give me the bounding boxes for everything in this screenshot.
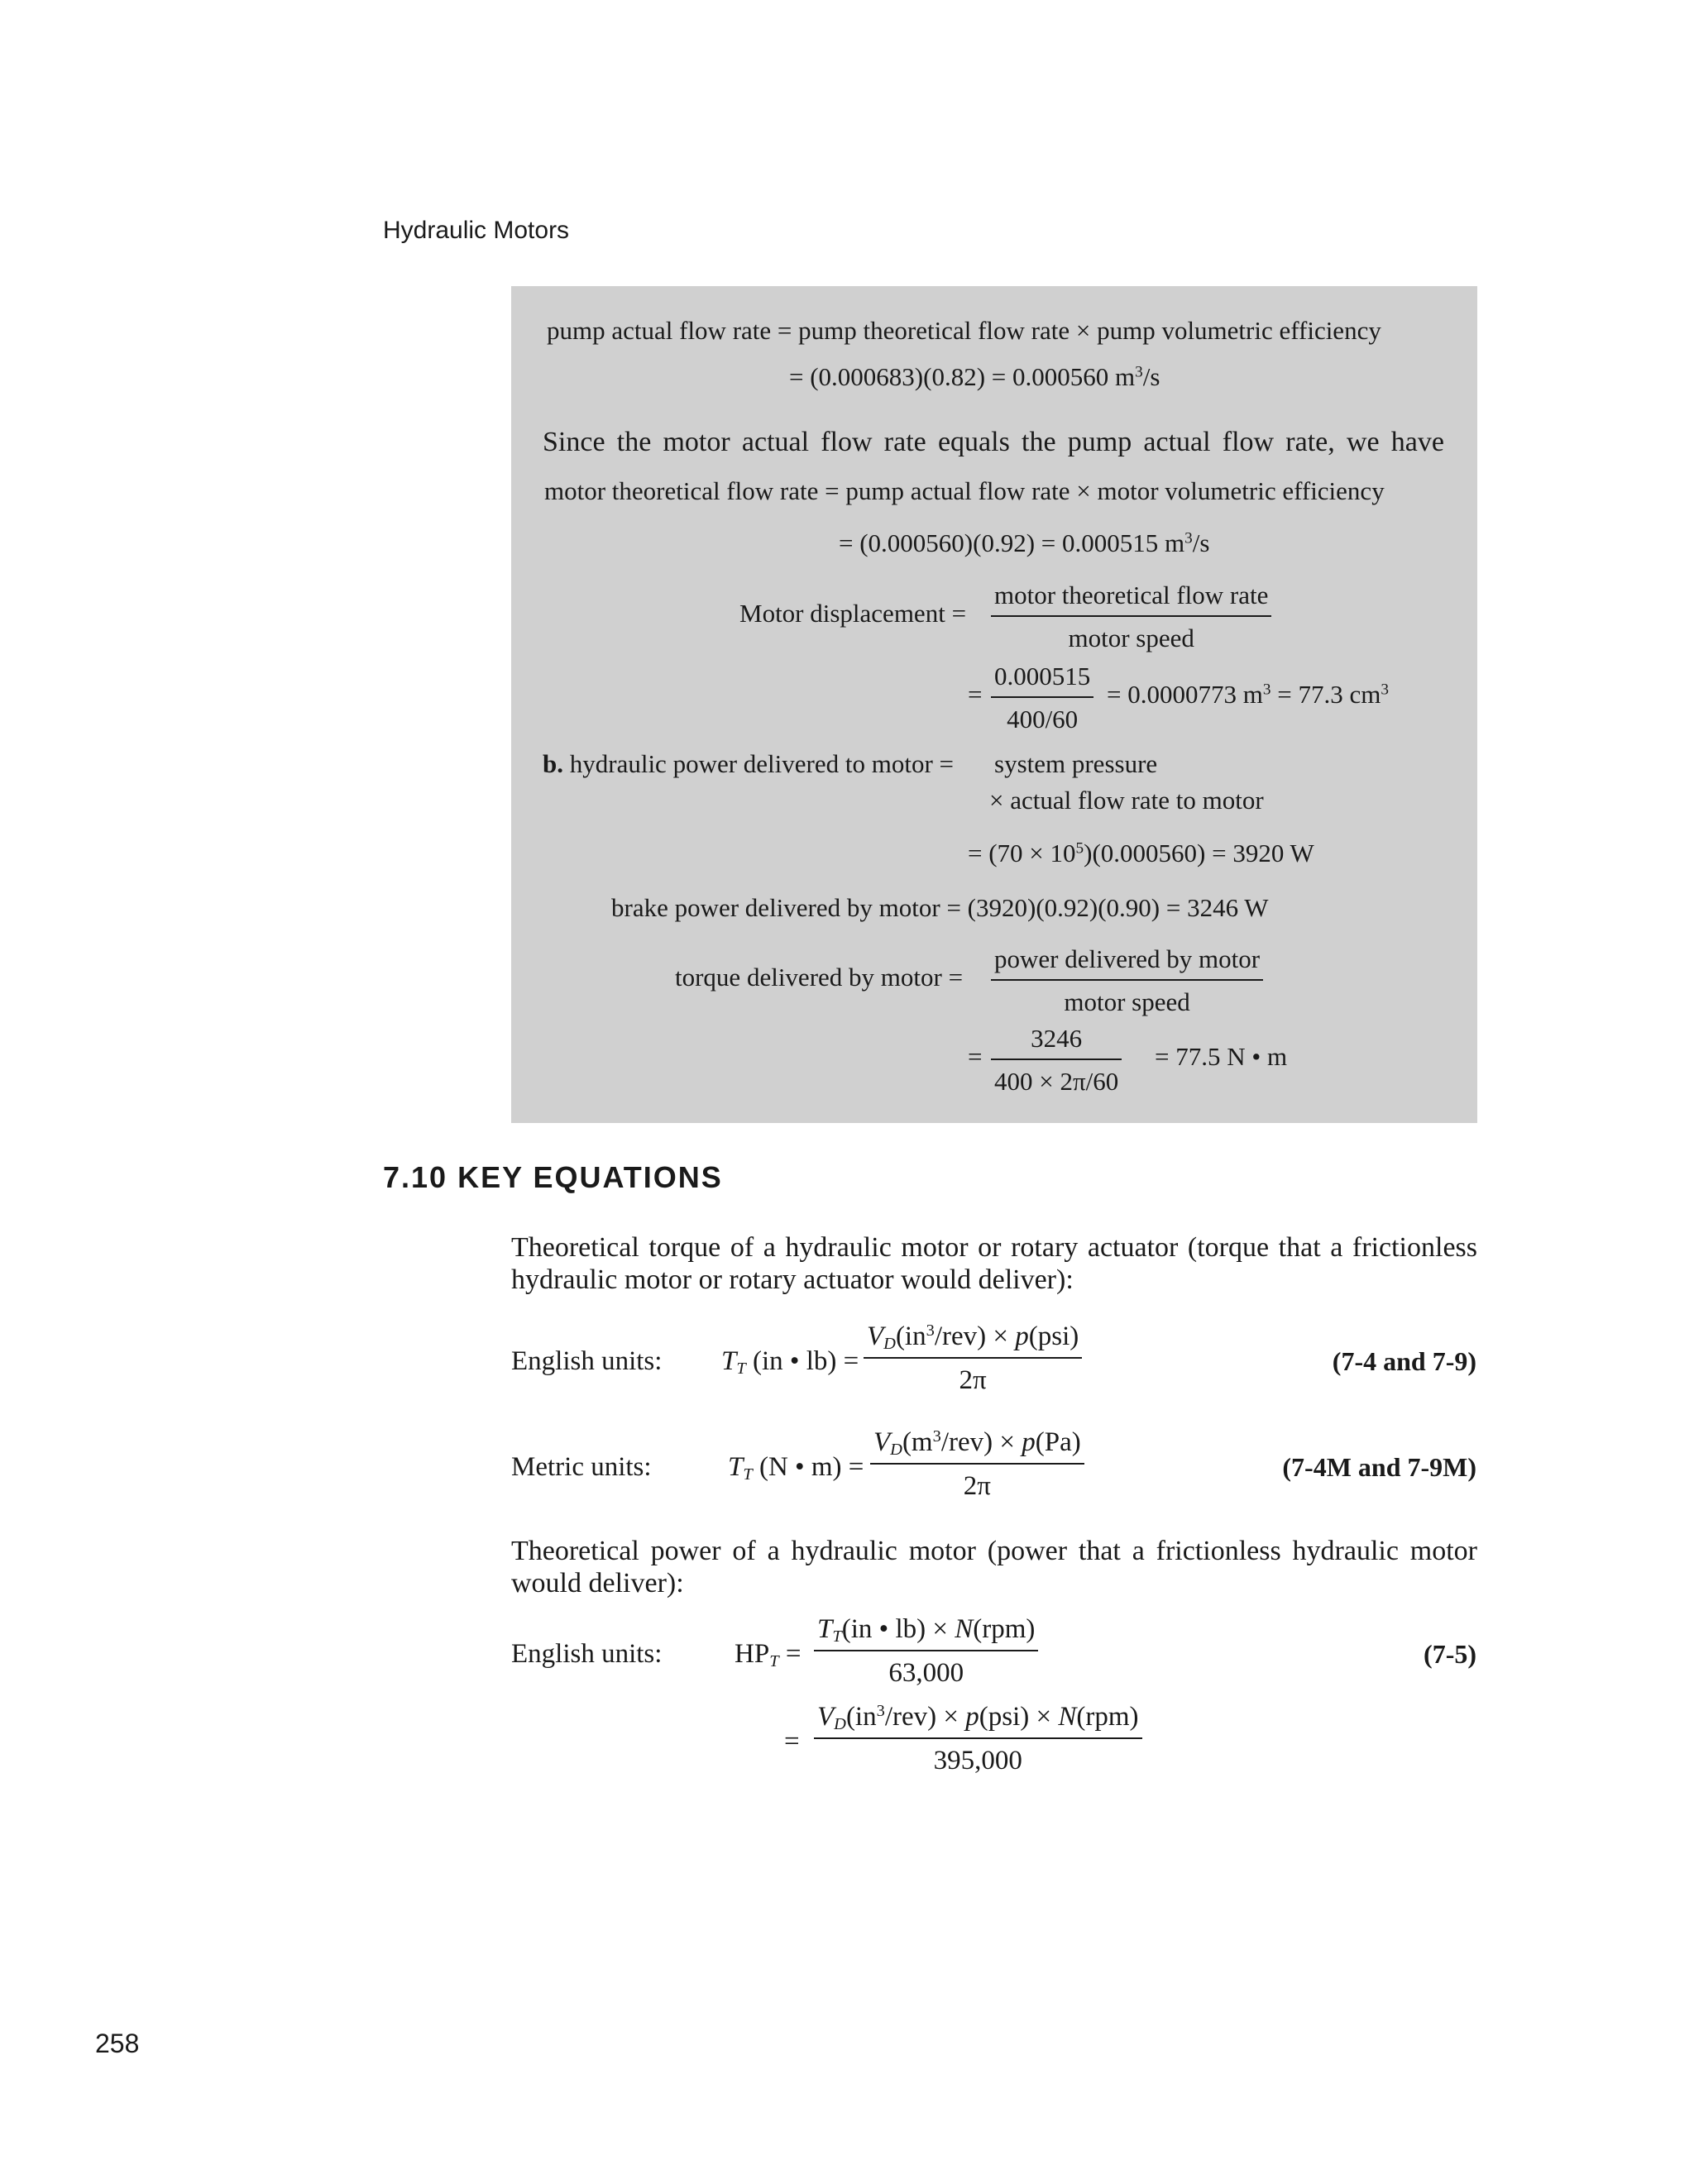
torque-intro-paragraph: Theoretical torque of a hydraulic motor or rotary actuator (torque that a frictionless hydraulic motor or rotary actuator would deliver): [511,1232,1477,1295]
english-units-label: English units: [511,1639,663,1669]
eq2-lhs: $T_T$ (N • m) = [728,1452,864,1484]
equals-sign: = [968,680,983,709]
torque-calc-fraction: $\frac{3246}{400 \times 2\pi/60}$ [991,1024,1122,1097]
displacement-result: = 0.0000773 $m^3 = 77.3$ $cm^3$ [1107,680,1389,709]
eq3-fraction: $T_T(in$ • lb) × N(rpm) 63,000 [814,1614,1038,1689]
motor-theoretical-flow-lhs: motor theoretical flow rate = pump actual flow rate × motor volumetric efficiency [544,476,1385,505]
equals-sign: = [784,1727,800,1756]
equation-number: (7-5) [1424,1639,1476,1669]
motor-displacement-fraction: motor theoretical flow rate motor speed [991,581,1271,653]
pump-actual-flow-calc: = (0.000683)(0.82) = 0.000560 $m^3/s$ [789,362,1160,391]
eq3b-fraction: $V_D(in^3/rev) \times p(psi) \times N(rpm)$ 395,000 [814,1702,1142,1776]
motor-theoretical-flow-calc: = (0.000560)(0.92) = 0.000515 $m^3/s$ [839,528,1210,557]
power-intro-paragraph: Theoretical power of a hydraulic motor (power that a frictionless hydraulic motor would deliver): [511,1536,1477,1599]
page-number: 258 [95,2029,140,2058]
eq2-fraction: $V_D(m^3/rev) \times p(Pa)$ 2π [870,1427,1084,1502]
metric-units-label: Metric units: [511,1452,652,1482]
section-heading: 7.10 KEY EQUATIONS [383,1160,723,1194]
eq3-lhs: $HP_T$ = [735,1639,802,1671]
torque-lhs: torque delivered by motor = [675,963,964,992]
motor-displacement-lhs: Motor displacement = [739,599,967,628]
equals-sign: = [968,1042,983,1071]
hydraulic-power-calc: = $(70 \times 10^5)(0.000560) = 3920$ W [968,839,1314,867]
torque-fraction: power delivered by motor motor speed [991,944,1263,1017]
brake-power-line: brake power delivered by motor = (3920)(0.92)(0.90) = 3246 W [611,893,1269,922]
displacement-calc-fraction: $\frac{0.000515}{400/60}$ [991,662,1093,734]
running-head: Hydraulic Motors [383,217,570,244]
torque-result: = 77.5 N • m [1155,1042,1288,1071]
hydraulic-power-rhs-2: × actual flow rate to motor [989,786,1264,815]
since-sentence: Since the motor actual flow rate equals the pump actual flow rate, we have [543,427,1444,457]
eq1-lhs: $T_T$ (in • lb) = [721,1346,859,1379]
equation-number: (7-4 and 7-9) [1332,1346,1476,1376]
example-solution-box [511,286,1477,1123]
pump-actual-flow-lhs: pump actual flow rate = pump theoretical flow rate × pump volumetric efficiency [547,316,1381,345]
hydraulic-power-lhs: b. hydraulic power delivered to motor = [543,749,955,778]
equation-number: (7-4M and 7-9M) [1282,1452,1476,1482]
english-units-label: English units: [511,1346,663,1376]
hydraulic-power-rhs-1: system pressure [994,749,1158,778]
eq1-fraction: $V_D(in^3/rev) \times p(psi)$ 2π [864,1321,1082,1396]
